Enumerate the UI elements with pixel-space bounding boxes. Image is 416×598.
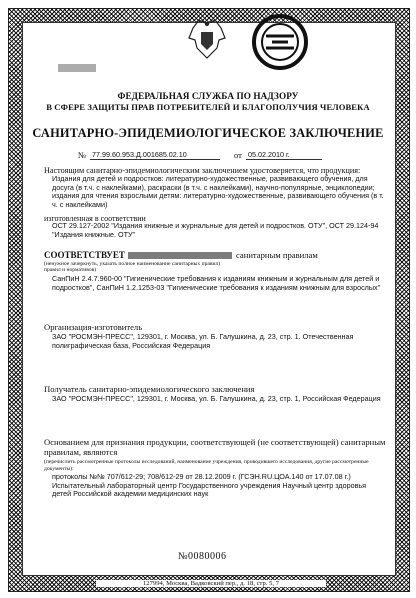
redacted-mark bbox=[58, 64, 96, 72]
complies-note: (ненужное зачеркнуть, указать полное наименование санитарных правил) bbox=[44, 261, 221, 267]
basis-text: протоколы №№ 707/612-29; 708/612-29 от 28.12.2009 г. (ГСЭН.RU.ЦОА.140 от 17.07.08 г.) Испытательный лабораторный центр Государственного учреждения Научный центр здоровья детей Российской академии медицинских наук bbox=[52, 472, 367, 499]
standards-text: ОСТ 29.127-2002 "Издания книжные и журнальные для детей и подростков. ОТУ", ОСТ 29.124-94 "Издания книжные. ОТУ" bbox=[52, 221, 379, 239]
number-underline bbox=[90, 159, 220, 160]
date-underline bbox=[246, 159, 322, 160]
recipient-text: ЗАО "РОСМЭН-ПРЕСС", 129301, г. Москва, ул. Б. Галушкина, д. 23, стр. 1, Российская Федерация bbox=[52, 394, 381, 403]
basis-note: (перечислить рассмотренные протоколы исследований, наименование учреждения, проводившего исследования, другие рассмотренные документы): bbox=[44, 459, 369, 472]
redacted-word bbox=[128, 252, 232, 259]
sanpin-text: СанПиН 2.4.7.960-00 "Гигиенические требования к изданиям книжным и журнальным для детей и подростков", СанПиН 1.2.1253-03 "Гигиенические требования к изданиям книжным для взрослых" bbox=[52, 274, 381, 292]
footer-address: 127994, Москва, Вадковский пер., д. 18, стр. 5, 7 bbox=[96, 580, 326, 587]
number-prefix: № bbox=[78, 150, 87, 160]
intro-text: Настоящим санитарно-эпидемиологическим заключением удостоверяется, что продукция: bbox=[44, 166, 361, 175]
coat-of-arms-icon bbox=[187, 18, 227, 62]
basis-label: Основанием для признания продукции, соответствующей (не соответствующей) санитарным правилам, являются bbox=[44, 437, 386, 457]
manufacturer-text: ЗАО "РОСМЭН-ПРЕСС", 129301, г. Москва, ул. Б. Галушкина, д. 23, стр. 1. Отечественная полиграфическая база, Российская Федерация bbox=[52, 332, 354, 350]
certificate-date: 05.02.2010 г. bbox=[248, 150, 290, 159]
made-label: изготовленная в соответствии bbox=[44, 214, 146, 223]
date-prefix: от bbox=[234, 150, 242, 160]
page-title: САНИТАРНО-ЭПИДЕМИОЛОГИЧЕСКОЕ ЗАКЛЮЧЕНИЕ bbox=[32, 126, 384, 140]
product-description: Издания для детей и подростков: литературно-художественные, развивающего обучения, для досуга (в т.ч. с наклейками), раскраски (в т.ч. с наклейками), научно-популярные, энциклопедии; издания для чтения взрослыми детям: литературно-художественные, развивающего обучения (в т. ч. с наклейками) bbox=[52, 174, 384, 209]
service-logo-icon bbox=[252, 14, 308, 70]
complies-note-2: правил и нормативов) bbox=[44, 267, 97, 273]
manufacturer-label: Организация-изготовитель bbox=[44, 322, 143, 332]
complies-label: СООТВЕТСТВУЕТ bbox=[44, 250, 125, 260]
certificate-number: 77.99.60.953.Д.001685.02.10 bbox=[92, 150, 187, 159]
complies-tail: санитарным правилам bbox=[236, 250, 318, 260]
header-line-2: В СФЕРЕ ЗАЩИТЫ ПРАВ ПОТРЕБИТЕЛЕЙ И БЛАГОПОЛУЧИЯ ЧЕЛОВЕКА bbox=[46, 102, 370, 112]
recipient-label: Получатель санитарно-эпидемиологического заключения bbox=[44, 384, 255, 394]
serial-number: №0080006 bbox=[178, 551, 227, 562]
header-line-1: ФЕДЕРАЛЬНАЯ СЛУЖБА ПО НАДЗОРУ bbox=[117, 91, 299, 101]
